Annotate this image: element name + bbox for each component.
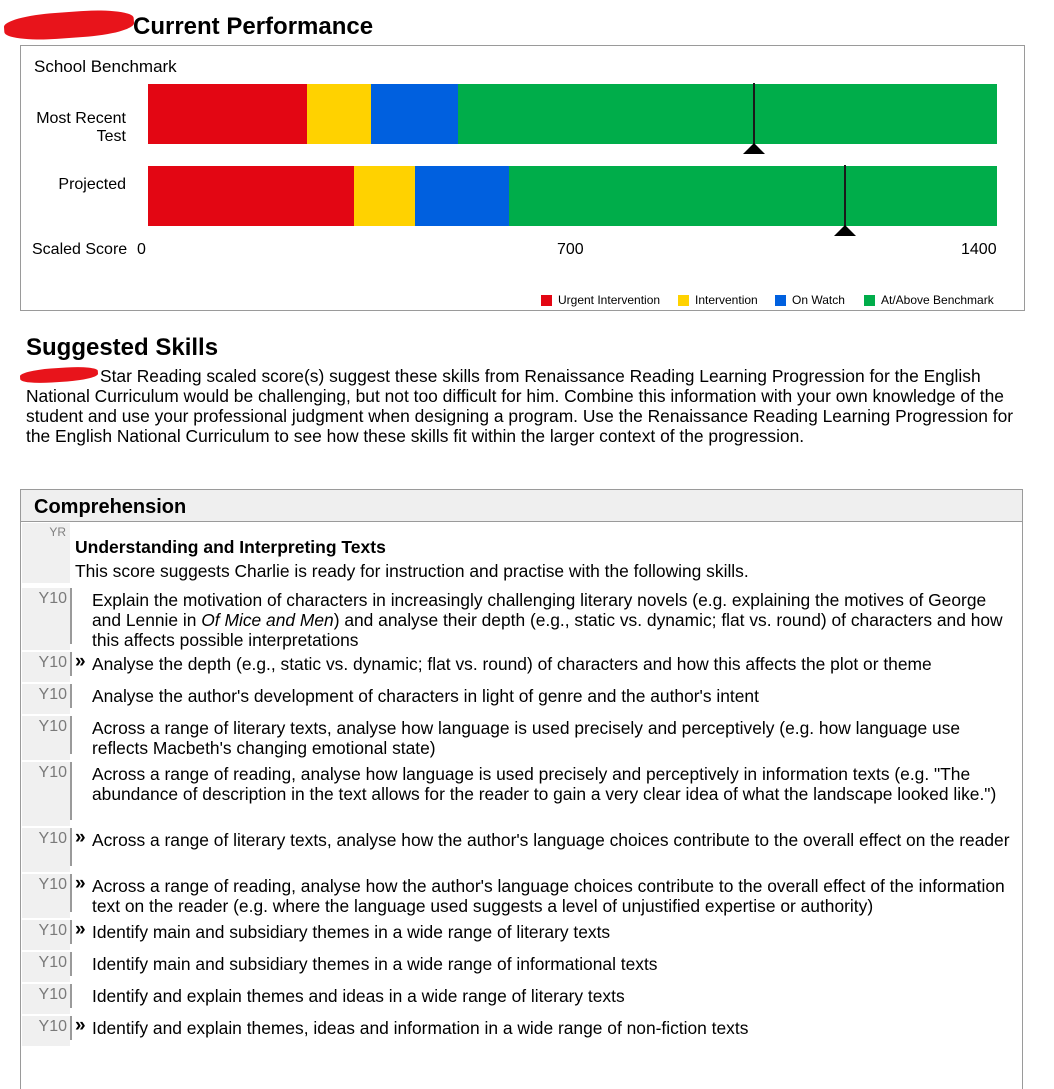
year-cell [22, 874, 70, 918]
axis-tick-min: 0 [137, 241, 146, 258]
skill-text-part: Across a range of reading, analyse how language is used precisely and perceptively in information texts (e.g. "The abundance of description in the text allows for the reader to gain a very clear idea of what the landscape looked like.") [92, 764, 997, 804]
year-cell [22, 1016, 70, 1046]
bar-segment-intervention [354, 166, 415, 226]
comprehension-title: Comprehension [34, 496, 187, 518]
skill-row [22, 828, 1023, 872]
legend-label: Intervention [695, 293, 758, 307]
skill-text [92, 876, 1012, 916]
year-header-label: YR [49, 525, 66, 539]
bar-segment-on-watch [415, 166, 509, 226]
skill-row [22, 716, 1023, 760]
row-label-line: Projected [58, 176, 126, 193]
skill-row [22, 588, 1023, 650]
page-title: Current Performance [133, 13, 374, 40]
focus-skill-icon: » [75, 827, 86, 848]
row-label-recent [30, 110, 126, 146]
legend-swatch [678, 295, 689, 306]
legend-swatch [775, 295, 786, 306]
row-border [1022, 874, 1024, 912]
row-border [1022, 684, 1024, 708]
year-cell [22, 952, 70, 982]
legend-label: At/Above Benchmark [881, 293, 994, 307]
row-border [1022, 952, 1024, 976]
bar-segment-at-above-benchmark [458, 84, 997, 144]
section-title: Suggested Skills [26, 334, 219, 361]
axis-label: Scaled Score [32, 241, 128, 258]
focus-skill-icon: » [75, 873, 86, 894]
year-cell [22, 762, 70, 826]
year-cell [22, 828, 70, 872]
row-divider [70, 762, 72, 820]
row-divider [70, 1016, 72, 1040]
year-column-header [22, 523, 70, 583]
year-label: Y10 [38, 876, 67, 893]
bar-segment-on-watch [371, 84, 459, 144]
year-label: Y10 [38, 954, 67, 971]
row-divider [70, 952, 72, 976]
skill-text [92, 764, 1012, 804]
skill-text-part: Across a range of literary texts, analyse how the author's language choices contribute to the overall effect on the reader [92, 830, 1010, 850]
axis-tick-mid: 700 [557, 241, 584, 258]
row-divider [70, 920, 72, 944]
skill-row [22, 874, 1023, 918]
legend-label: Urgent Intervention [558, 293, 661, 307]
skill-text-part: Explain the motivation of characters in increasingly challenging literary novels (e.g. explaining the motives of George and Lennie in [92, 590, 987, 630]
year-label: Y10 [38, 1018, 67, 1035]
skill-text [92, 986, 1012, 1006]
row-border [1022, 588, 1024, 644]
legend-item [775, 293, 845, 307]
focus-skill-icon: » [75, 651, 86, 672]
year-cell [22, 684, 70, 714]
score-marker-line [844, 165, 846, 231]
score-marker-triangle [743, 143, 765, 154]
skill-text-part: Across a range of reading, analyse how the author's language choices contribute to the overall effect of the information text on the reader (e.g. where the language used suggests a level of unjustified expertise or authority) [92, 876, 1005, 916]
year-label: Y10 [38, 830, 67, 847]
year-label: Y10 [38, 654, 67, 671]
section-description: Star Reading scaled score(s) suggest these skills from Renaissance Reading Learning Progression for the English National Curriculum would be challenging, but not too difficult for him. Combine this information with your own knowledge of the student and use your professional judgment when designing a program. Use the Renaissance Reading Learning Progression for the English National Curriculum to see how these skills fit within the larger context of the progression. [26, 366, 1014, 446]
year-cell [22, 920, 70, 950]
row-border [1022, 652, 1024, 676]
row-divider [70, 828, 72, 866]
skill-text-part: Identify and explain themes and ideas in a wide range of literary texts [92, 986, 625, 1006]
row-border [1022, 716, 1024, 754]
skill-text [92, 590, 1012, 650]
row-label-projected [30, 176, 126, 194]
row-divider [70, 716, 72, 754]
skill-row [22, 1016, 1023, 1046]
legend-swatch [864, 295, 875, 306]
row-border [1022, 828, 1024, 866]
year-cell [22, 984, 70, 1014]
skill-text-title: Of Mice and Men [201, 610, 334, 630]
focus-skill-icon: » [75, 919, 86, 940]
year-label: Y10 [38, 986, 67, 1003]
skill-row [22, 652, 1023, 682]
year-label: Y10 [38, 686, 67, 703]
row-label-line: Most Recent [36, 110, 126, 127]
skill-text-part: Across a range of literary texts, analyse how language is used precisely and perceptively (e.g. how language use reflects Macbeth's changing emotional state) [92, 718, 961, 758]
row-divider [70, 684, 72, 708]
skill-text [92, 954, 1012, 974]
score-marker-line [753, 83, 755, 149]
skill-text [92, 922, 1012, 942]
row-divider [70, 652, 72, 676]
skill-text-part: Identify and explain themes, ideas and information in a wide range of non-fiction texts [92, 1018, 749, 1038]
skill-text-part: Analyse the author's development of characters in light of genre and the author's intent [92, 686, 759, 706]
row-divider [70, 874, 72, 912]
bar-segment-intervention [307, 84, 371, 144]
year-cell [22, 716, 70, 760]
year-label: Y10 [38, 922, 67, 939]
subsection-intro: This score suggests Charlie is ready for instruction and practise with the following skills. [75, 561, 749, 581]
row-border [1022, 920, 1024, 944]
skill-row [22, 762, 1023, 826]
skill-text-part: ) and analyse their depth (e.g., static vs. dynamic; flat vs. round) of characters and how this affects possible interpretations [92, 610, 1003, 650]
skill-text [92, 718, 1012, 758]
legend-item [864, 293, 994, 307]
year-label: Y10 [38, 764, 67, 781]
skill-row [22, 684, 1023, 714]
axis-tick-max: 1400 [961, 241, 997, 258]
score-marker-triangle [834, 225, 856, 236]
skill-row [22, 920, 1023, 950]
skill-row [22, 984, 1023, 1014]
bar-segment-at-above-benchmark [509, 166, 997, 226]
skill-text [92, 654, 1012, 674]
row-divider [70, 984, 72, 1008]
year-label: Y10 [38, 718, 67, 735]
focus-skill-icon: » [75, 1015, 86, 1036]
benchmark-bar-projected [148, 166, 997, 226]
skill-text [92, 1018, 1012, 1038]
subsection-title: Understanding and Interpreting Texts [75, 537, 386, 557]
skill-text-part: Identify main and subsidiary themes in a wide range of informational texts [92, 954, 658, 974]
row-border [1022, 984, 1024, 1008]
year-cell [22, 652, 70, 682]
redacted-name-scribble [3, 7, 134, 42]
bar-segment-urgent-intervention [148, 84, 307, 144]
row-border [1022, 1016, 1024, 1040]
year-label: Y10 [38, 590, 67, 607]
skill-text [92, 686, 1012, 706]
benchmark-label: School Benchmark [34, 57, 177, 76]
row-label-line: Test [96, 128, 126, 145]
year-cell [22, 588, 70, 650]
skill-row [22, 952, 1023, 982]
legend-item [678, 293, 758, 307]
legend-swatch [541, 295, 552, 306]
row-border [1022, 762, 1024, 820]
legend-item [541, 293, 660, 307]
skill-text-part: Analyse the depth (e.g., static vs. dynamic; flat vs. round) of characters and how this affects the plot or theme [92, 654, 932, 674]
bar-segment-urgent-intervention [148, 166, 354, 226]
skill-text-part: Identify main and subsidiary themes in a wide range of literary texts [92, 922, 611, 942]
skill-text [92, 830, 1012, 850]
row-divider [70, 588, 72, 644]
legend-label: On Watch [792, 293, 845, 307]
benchmark-bar-most-recent [148, 84, 997, 144]
